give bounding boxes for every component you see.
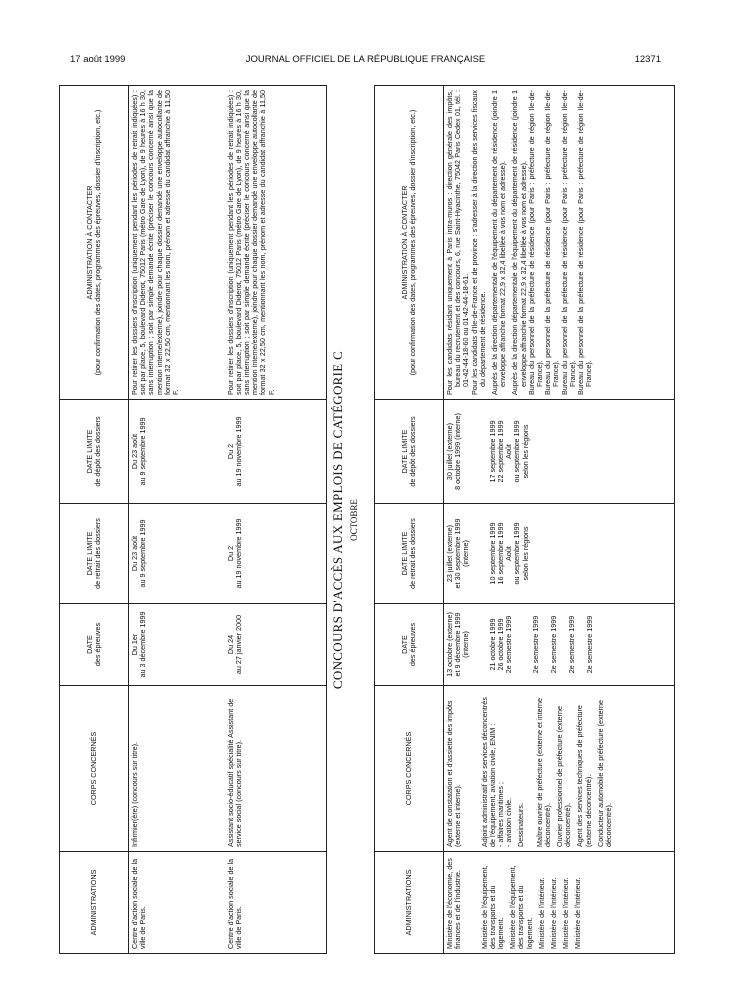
cell-retrait: Du 23 août au 9 septembre 1999 xyxy=(129,504,225,604)
concours-table-2 xyxy=(374,85,675,954)
cell-date: Du 24 au 27 janvier 2000 xyxy=(225,604,327,686)
cell-depot: 30 juillet (externe) 8 octobre 1999 (interne) 17 septembre 1999 22 septembre 1999 Août ou septembre 1999 selon les régions xyxy=(444,400,675,504)
table-header-row xyxy=(60,86,129,954)
cell-contact: Pour les candidats résidant uniquement à Paris intra-muros : direction générale des impôts, bureau du recrutement et des concours, 6, rue Saint-Hyacinthe, 75042 Paris Cedex 01, tél. : 01-42-44-18-60 ou 01-42-44-18-61. Pour les candidats d'Ile-de-France et de province : s'adresser à la direction des services fiscaux du département de résidence. Auprès de la direction départementale de l'équipement du département de résidence (joindre 1 enveloppe affranchie format 22,9 x 32,4 libellée à vos nom et adresse). Auprès de la direction départementale de l'équipement du département de résidence (joindre 1 enveloppe affranchie format 22,9 x 32,4 libellée à vos nom et adresse). Bureau du personnel de la préfecture de résidence (pour Paris : préfecture de région Ile-de-France). Bureau du personnel de la préfecture de résidence (pour Paris : préfecture de région Ile-de-France). Bureau du personnel de la préfecture de résidence (pour Paris : préfecture de région Ile-de-France). Bureau du personnel de la préfecture de résidence (pour Paris : préfecture de région Ile-de-France). xyxy=(444,86,675,400)
page-number: 12371 xyxy=(634,54,661,65)
cell-corps: Assistant socio-éducatif spécialité Assistant de service social (concours sur titre). xyxy=(225,686,327,852)
table-row xyxy=(444,86,675,954)
col-admin: ADMINISTRATIONS xyxy=(60,852,129,954)
table-header-row xyxy=(375,86,444,954)
rotated-page-content xyxy=(59,86,675,954)
col-date-epreuves: DATE des épreuves xyxy=(375,604,444,686)
section-month: OCTOBRE xyxy=(349,499,359,541)
col-depot: DATE LIMITE de dépôt des dossiers xyxy=(60,400,129,504)
cell-retrait: 23 juillet (externe) et 30 septembre 1999 (interne) 10 septembre 1999 16 septembre 1999 Août ou septembre 1999 selon les régions xyxy=(444,504,675,604)
cell-contact: Pour retirer les dossiers d'inscription (uniquement pendant les périodes de retrait indiquées) : soit par place, 5, boulevard Diderot, 75012 Paris (métro Gare de Lyon), de 9 heures à 16 h 30, sans interruption ; soit par simple demande écrite (préciser le concours concerné ainsi que la mention interne/externe), joindre pour chaque dossier demandé une enveloppe autocollante de format 32 x 22,50 cm, mentionnant les nom, prénom et adresse du candidat affranchie à 11,50 F. xyxy=(129,86,225,400)
col-retrait: DATE LIMITE de retrait des dossiers xyxy=(375,504,444,604)
col-retrait: DATE LIMITE de retrait des dossiers xyxy=(60,504,129,604)
journal-title: JOURNAL OFFICIEL DE LA RÉPUBLIQUE FRANÇAISE xyxy=(245,54,486,65)
cell-corps: Agent de constatation et d'assiette des impôts (externe et interne). Adjoint administratif des services déconcentrés de l'équipement, aviation civile, ENIM : - affaires maritimes ; - aviation civile. Dessinateurs. Maître ouvrier de préfecture (externe et interne déconcentré). Ouvrier professionnel de préfecture (externe déconcentré). Agent des services techniques de préfecture (externe déconcentré). Conducteur automobile de préfecture (externe déconcentré). xyxy=(444,686,675,852)
concours-table-1 xyxy=(59,85,327,954)
cell-corps: Infirmier(ère) (concours sur titre). xyxy=(129,686,225,852)
cell-contact: Pour retirer les dossiers d'inscription (uniquement pendant les périodes de retrait indiquées) : soit par place, 5, boulevard Diderot, 75012 Paris (métro Gare de Lyon), de 9 heures à 16 h 30, sans interruption ; soit par simple demande écrite (préciser le concours concerné ainsi que la mention interne/externe), joindre pour chaque dossier demandé une enveloppe autocollante de format 32 x 22,50 cm, mentionnant les nom, prénom et adresse du candidat affranchie à 11,50 F. xyxy=(225,86,327,400)
cell-date: 13 octobre (externe) et 9 décembre 1999 (interne) 21 octobre 1999 26 octobre 1999 2e semestre 1999 2e semestre 1999 2e semestre 1999 2e semestre 1999 2e semestre 1999 xyxy=(444,604,675,686)
table-row xyxy=(129,86,225,954)
col-admin: ADMINISTRATIONS xyxy=(375,852,444,954)
col-corps: CORPS CONCERNÉS xyxy=(375,686,444,852)
cell-admin: Ministère de l'économie, des finances et de l'industrie. Ministère de l'équipement, des transports et du logement. Ministère de l'équipement, des transports et du logement. Ministère de l'intérieur. Ministère de l'intérieur. Ministère de l'intérieur. Ministère de l'intérieur. xyxy=(444,852,675,954)
col-contact: ADMINISTRATION À CONTACTER (pour confirmation des dates, programmes des épreuves, dossier d'inscription, etc.) xyxy=(60,86,129,400)
col-contact: ADMINISTRATION À CONTACTER (pour confirmation des dates, programmes des épreuves, dossier d'inscription, etc.) xyxy=(375,86,444,400)
col-corps: CORPS CONCERNÉS xyxy=(60,686,129,852)
cell-admin: Centre d'action sociale de la ville de Paris. xyxy=(129,852,225,954)
cell-retrait: Du 2 au 19 novembre 1999 xyxy=(225,504,327,604)
table-row xyxy=(225,86,327,954)
cell-date: Du 1er au 3 décembre 1999 xyxy=(129,604,225,686)
col-date-epreuves: DATE des épreuves xyxy=(60,604,129,686)
section-title: CONCOURS D'ACCÈS AUX EMPLOIS DE CATÉGORIE C xyxy=(330,350,345,690)
col-depot: DATE LIMITE de dépôt des dossiers xyxy=(375,400,444,504)
page-date: 17 août 1999 xyxy=(70,54,126,65)
cell-depot: Du 2 au 19 novembre 1999 xyxy=(225,400,327,504)
cell-depot: Du 23 août au 9 septembre 1999 xyxy=(129,400,225,504)
cell-admin: Centre d'action sociale de la ville de Paris. xyxy=(225,852,327,954)
